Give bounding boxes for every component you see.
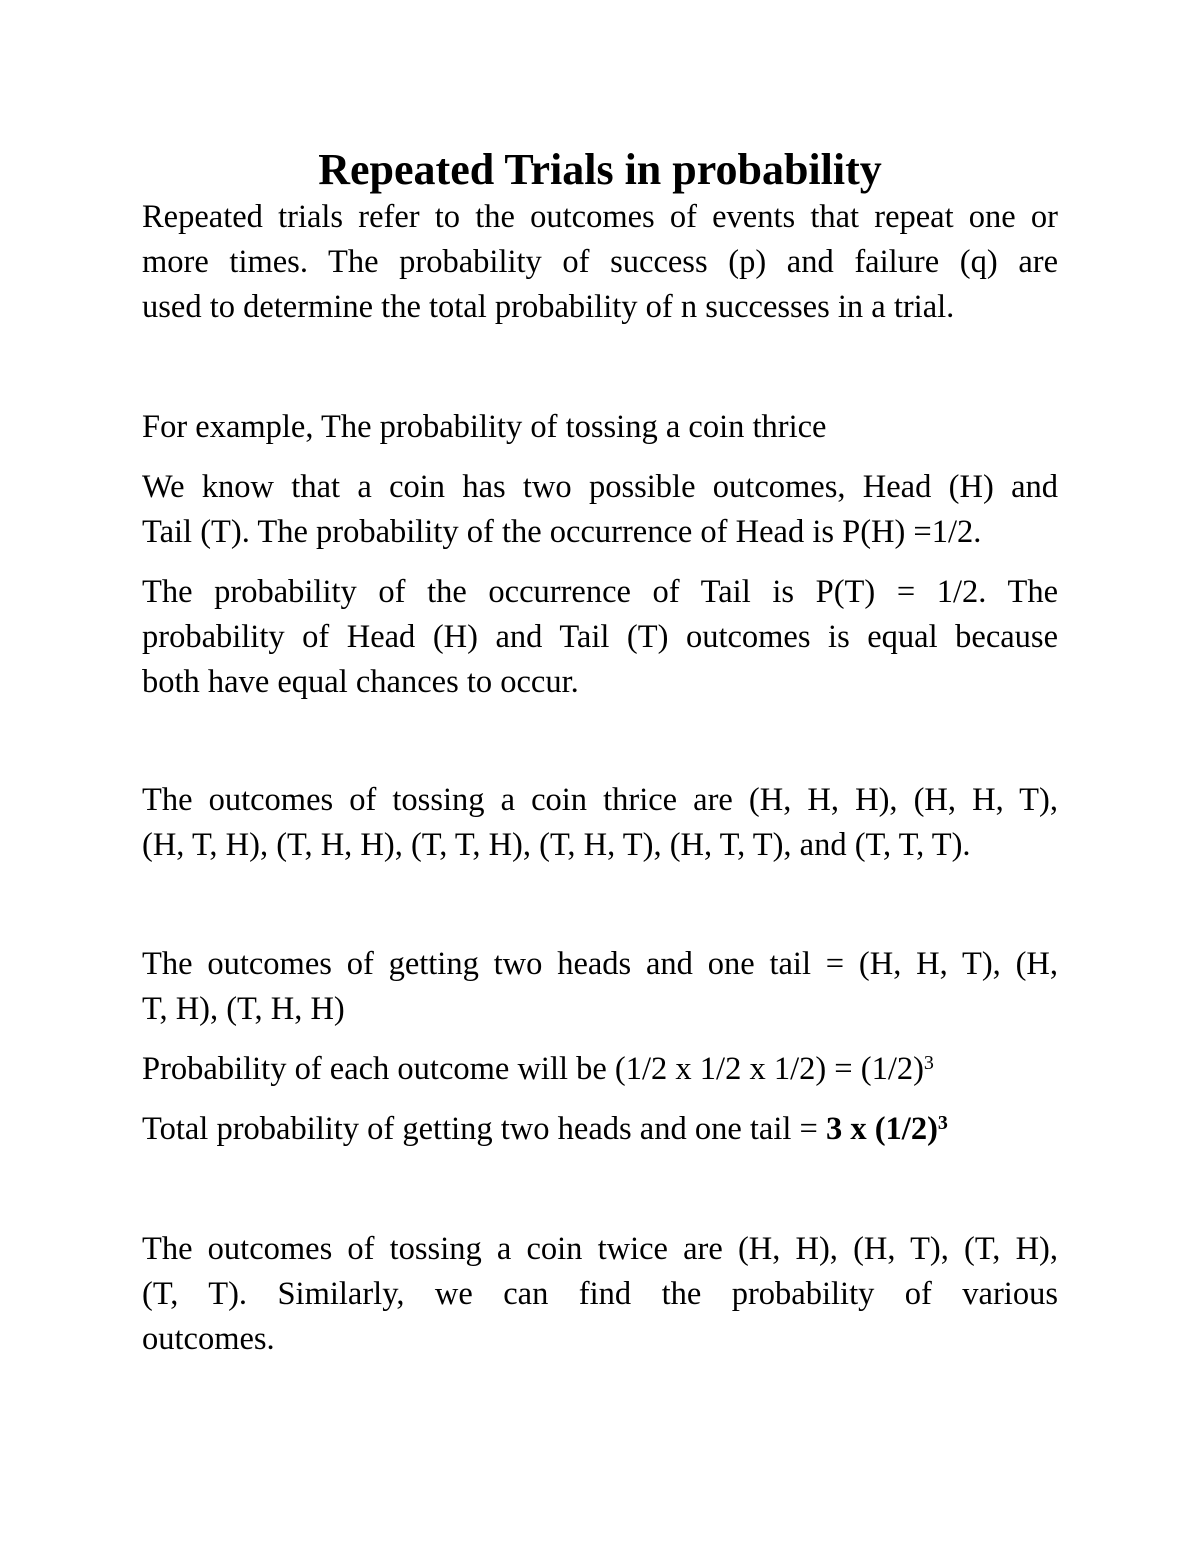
twice-outcomes-line-3: outcomes. [142,1321,275,1357]
total-prob-line [142,1107,1058,1152]
each-outcome-text: Probability of each outcome will be (1/2 x 1/2 x 1/2) = (1/2) [142,1051,924,1087]
coin-outcomes-paragraph [142,465,1058,555]
intro-line-1: Repeated trials refer to the outcomes of events that repeat one or [142,199,1058,235]
coin-outcomes-line-2: Tail (T). The probability of the occurrence of Head is P(H) =1/2. [142,514,982,550]
twice-outcomes-paragraph [142,1227,1058,1362]
each-outcome-exponent: 3 [923,1052,934,1074]
tail-prob-paragraph [142,570,1058,705]
twice-outcomes-line-2: (T, T). Similarly, we can find the probability of various [142,1276,1058,1312]
total-prob-value [826,1111,948,1147]
total-prob-bold-value: 3 x (1/2) [825,1111,938,1147]
intro-line-3: used to determine the total probability of n successes in a trial. [142,289,955,325]
thrice-outcomes-line-2: (H, T, H), (T, H, H), (T, T, H), (T, H, T), (H, T, T), and (T, T, T). [142,827,971,863]
tail-prob-line-3: both have equal chances to occur. [142,664,579,700]
tail-prob-line-2: probability of Head (H) and Tail (T) outcomes is equal because [142,619,1058,655]
thrice-outcomes-line-1: The outcomes of tossing a coin thrice are (H, H, H), (H, H, T), [142,782,1058,818]
intro-paragraph [142,195,1058,330]
each-outcome-line [142,1047,1058,1092]
each-outcome-paragraph [142,1047,1058,1092]
thrice-outcomes-paragraph [142,778,1058,868]
total-prob-paragraph [142,1107,1058,1152]
two-heads-paragraph [142,942,1058,1032]
two-heads-line-2: T, H), (T, H, H) [142,991,345,1027]
example-intro-paragraph [142,405,1058,450]
total-prob-exponent: 3 [937,1112,948,1134]
total-prob-text: Total probability of getting two heads and one tail = [142,1111,826,1147]
two-heads-line-1: The outcomes of getting two heads and one tail = (H, H, T), (H, [142,946,1058,982]
example-intro-line: For example, The probability of tossing a coin thrice [142,409,827,445]
coin-outcomes-line-1: We know that a coin has two possible outcomes, Head (H) and [142,469,1058,505]
tail-prob-line-1: The probability of the occurrence of Tail is P(T) = 1/2. The [142,574,1058,610]
twice-outcomes-line-1: The outcomes of tossing a coin twice are (H, H), (H, T), (T, H), [142,1231,1058,1267]
intro-line-2: more times. The probability of success (p) and failure (q) are [142,244,1058,280]
page-title: Repeated Trials in probability [318,145,882,194]
